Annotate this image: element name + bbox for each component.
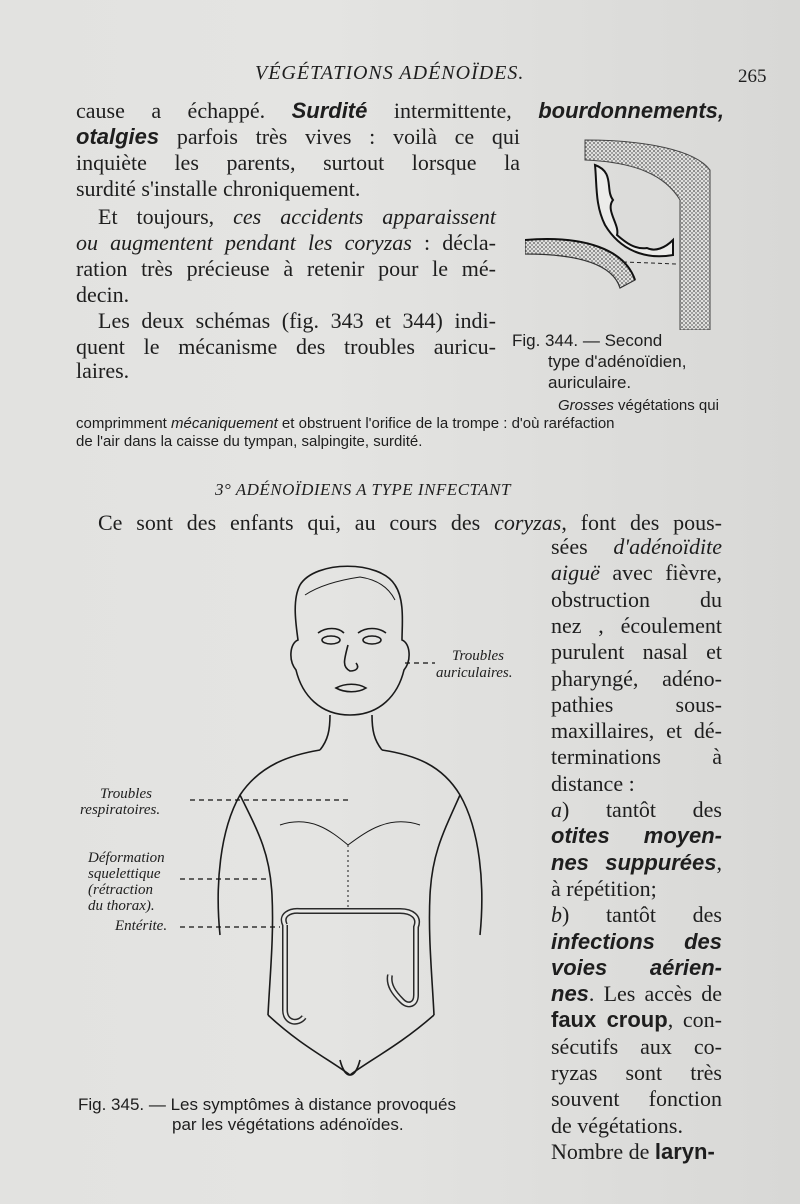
text-line: laires. [76, 358, 130, 383]
text-run: purulent nasal et [551, 639, 722, 665]
column-text-line [551, 560, 722, 586]
text-run: avec fièvre, [599, 560, 722, 586]
column-text-line [551, 850, 722, 876]
column-text-line [551, 981, 722, 1007]
text-line: inquiète les parents, surtout lorsque la [76, 150, 520, 175]
label-enterite: Entérite. [115, 918, 168, 934]
text-run: terminations à [551, 744, 722, 770]
column-text-line [551, 902, 722, 928]
column-text-line [551, 666, 722, 692]
text-run: b [551, 902, 562, 928]
column-text-line [551, 929, 722, 955]
text-run: . Les accès de [588, 981, 722, 1007]
column-text-line [551, 823, 722, 849]
text-run: aiguë [551, 560, 600, 586]
figure-344-caption-line: type d'adénoïdien, [548, 352, 687, 371]
text-line: Et toujours, ces accidents apparaissent [98, 204, 496, 229]
text-run: souvent fonction [551, 1086, 722, 1112]
text-line: decin. [76, 282, 130, 307]
running-title: VÉGÉTATIONS ADÉNOÏDES. [255, 62, 525, 84]
text-run: ryzas sont très [551, 1060, 722, 1085]
text-run: sées [551, 534, 614, 559]
section-heading: 3° ADÉNOÏDIENS A TYPE INFECTANT [215, 480, 511, 499]
column-text-line [551, 1034, 722, 1060]
text-run: distance : [551, 770, 635, 796]
figure-345-caption-line: par les végétations adénoïdes. [172, 1115, 404, 1134]
column-text-line [551, 1060, 722, 1086]
figure-344-caption-line: Fig. 344. — Second [512, 331, 663, 350]
text-line: Les deux schémas (fig. 343 et 344) indi- [98, 308, 496, 333]
column-text-line [551, 718, 722, 744]
text-run: nes [551, 981, 589, 1007]
column-text-line [551, 639, 722, 665]
column-text-line [551, 1086, 722, 1112]
text-run: infections des [551, 928, 722, 954]
text-run: pharyngé, adéno- [551, 665, 722, 691]
text-run: , con- [667, 1007, 722, 1033]
column-text-line [551, 534, 722, 560]
label-deformation: Déformation [88, 850, 165, 866]
text-run: intermittente, [367, 98, 539, 123]
text-run: d'adénoïdite [613, 534, 722, 559]
figure-345-caption-line: Fig. 345. — Les symptômes à distance provoqués [78, 1095, 456, 1114]
column-text-line [551, 1113, 722, 1139]
text-run: ) tantôt des [562, 797, 722, 822]
column-text-line [551, 1007, 722, 1033]
column-text-line [551, 771, 722, 797]
figure-344-caption-line: auriculaire. [548, 373, 632, 392]
label-troubles-auriculaires: Troubles [452, 648, 504, 664]
label-troubles-respiratoires: Troubles [100, 786, 152, 802]
label-troubles-auriculaires: auriculaires. [436, 665, 513, 681]
emphasis-otalgies: otalgies [76, 124, 160, 149]
column-text-line [551, 613, 722, 639]
column-text-line [551, 876, 722, 902]
figure-344-note-line: comprimment mécaniquement et obstruent l'orifice de la trompe : d'où raréfaction [76, 415, 615, 432]
text-line: ration très précieuse à retenir pour le mé- [76, 256, 496, 281]
column-text-line [551, 1139, 722, 1165]
label-deformation: (rétraction [88, 882, 153, 898]
label-deformation: squelettique [88, 866, 161, 882]
column-text-line [551, 692, 722, 718]
text-run: laryn- [654, 1138, 715, 1164]
text-run: cause a échappé. [76, 98, 292, 123]
text-run: voies aérien- [551, 954, 722, 980]
column-text-line [551, 955, 722, 981]
text-run: obstruction du [551, 586, 722, 612]
page-number: 265 [738, 66, 767, 87]
text-line: Ce sont des enfants qui, au cours des coryzas, font des pous- [98, 510, 723, 535]
text-run: pathies sous- [551, 691, 722, 717]
figure-344-schema [525, 130, 725, 330]
text-run: a [551, 797, 562, 822]
text-run: nez , écoulement [551, 612, 722, 638]
text-run: faux croup [551, 1007, 668, 1033]
emphasis-surdite: Surdité [291, 98, 368, 123]
text-line: surdité s'installe chroniquement. [76, 176, 361, 201]
figure-344-note-line: Grosses végétations qui [558, 397, 719, 414]
text-line [76, 124, 520, 150]
label-deformation: du thorax). [88, 898, 155, 914]
figure-344-note-line: de l'air dans la caisse du tympan, salpingite, surdité. [76, 433, 423, 450]
text-run: nes suppurées [551, 849, 717, 875]
text-run: à répétition; [551, 875, 657, 901]
column-text-line [551, 744, 722, 770]
emphasis-bourdonnements: bourdonnements, [538, 98, 724, 123]
label-troubles-respiratoires: respiratoires. [80, 802, 161, 818]
text-run: maxillaires, et dé- [551, 718, 722, 744]
text-run: sécutifs aux co- [551, 1033, 722, 1059]
text-line [76, 98, 724, 124]
text-line: ou augmentent pendant les coryzas : décla- [76, 230, 496, 255]
column-text-line [551, 797, 722, 823]
text-run: , [716, 849, 722, 875]
text-run: parfois très vives : voilà ce qui [159, 124, 520, 149]
text-run: otites moyen- [551, 823, 722, 849]
figure-345-illustration [180, 555, 540, 1100]
column-text-line [551, 587, 722, 613]
text-run: de végétations. [551, 1112, 683, 1138]
text-line: quent le mécanisme des troubles auricu- [76, 334, 496, 359]
text-run: ) tantôt des [562, 902, 722, 928]
text-run: Nombre de [551, 1138, 655, 1164]
